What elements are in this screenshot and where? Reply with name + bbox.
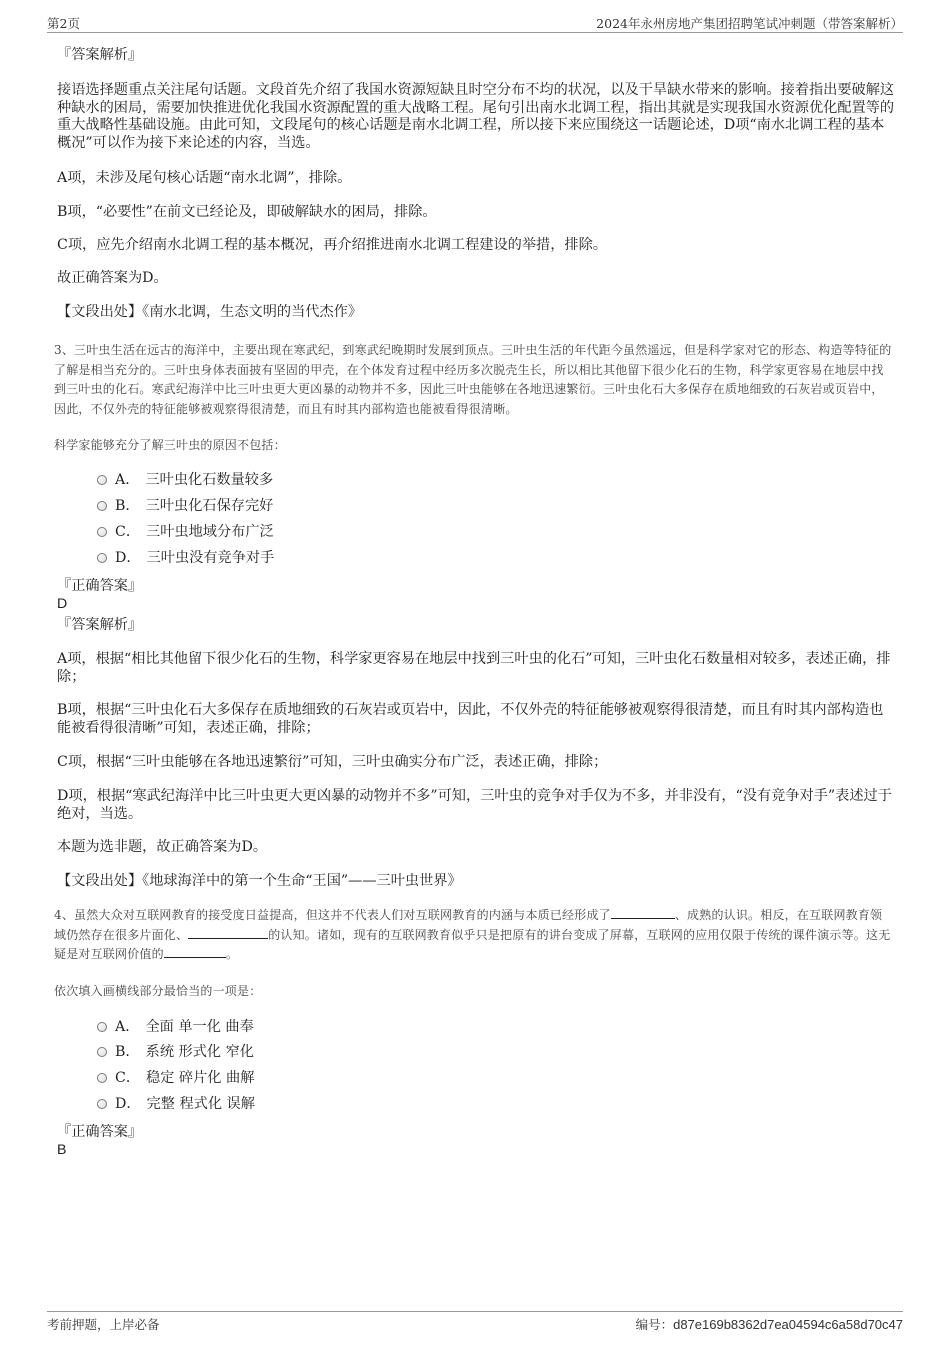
q2-point-a: A项，未涉及尾句核心话题“南水北调”，排除。: [57, 170, 352, 186]
page-footer: [47, 1311, 903, 1332]
q3-source: 【文段出处】《地球海洋中的第一个生命“王国”——三叶虫世界》: [57, 873, 462, 889]
radio-icon[interactable]: [97, 527, 107, 537]
q2-point-c: C项，应先介绍南水北调工程的基本概况，再介绍推进南水北调工程建设的举措，排除。: [57, 237, 607, 253]
q3-answer-label: 『正确答案』: [57, 578, 143, 594]
q3-option-c[interactable]: C． 三叶虫地域分布广泛: [97, 523, 274, 541]
q3-analysis-label: 『答案解析』: [57, 617, 143, 633]
page-number: 第2页: [47, 16, 80, 31]
q2-analysis-label: 『答案解析』: [57, 47, 143, 63]
footer-code: 编号：d87e169b8362d7ea04594c6a58d70c47: [635, 1317, 903, 1332]
q3-option-a[interactable]: A． 三叶虫化石数量较多: [97, 471, 273, 489]
blank-1: [611, 907, 675, 919]
radio-icon[interactable]: [97, 1022, 107, 1032]
q2-conclusion: 故正确答案为D。: [57, 270, 168, 286]
q3-point-d: D项，根据“寒武纪海洋中比三叶虫更大更凶暴的动物并不多”可知，三叶虫的竞争对手仅为不多，并非没有，“没有竞争对手”表述过于绝对，当选。: [57, 788, 892, 822]
q4-option-c[interactable]: C． 稳定 碎片化 曲解: [97, 1069, 254, 1087]
q4-stem: 4、虽然大众对互联网教育的接受度日益提高，但这并不代表人们对互联网教育的内涵与本质已经形成了 、成熟的认识。相反，在互联网教育领域仍然存在很多片面化、 的认知。诸如，现有的互联网教育似乎只是把原有的讲台变成了屏幕，互联网的应用仅限于传统的课件演示等。这无疑是对互联网价值的 。: [54, 908, 891, 961]
q2-point-b: B项，“必要性”在前文已经论及，即破解缺水的困局，排除。: [57, 204, 437, 220]
q3-conclusion: 本题为选非题，故正确答案为D。: [57, 839, 268, 855]
q3-point-a: A项，根据“相比其他留下很少化石的生物，科学家更容易在地层中找到三叶虫的化石”可知，三叶虫化石数量相对较多，表述正确，排除；: [57, 651, 891, 685]
q2-source: 【文段出处】《南水北调，生态文明的当代杰作》: [57, 304, 363, 320]
q4-option-a[interactable]: A． 全面 单一化 曲奉: [97, 1018, 254, 1036]
q4-option-d[interactable]: D． 完整 程式化 误解: [97, 1095, 255, 1113]
radio-icon[interactable]: [97, 501, 107, 511]
blank-3: [164, 946, 226, 958]
q4-answer: B: [57, 1142, 67, 1158]
q3-stem: 3、三叶虫生活在远古的海洋中，主要出现在寒武纪，到寒武纪晚期时发展到顶点。三叶虫生活的年代距今虽然遥远，但是科学家对它的形态、构造等特征的了解是相当充分的。三叶虫身体表面披有坚固的甲壳，在个体发育过程中经历多次脱壳生长，所以相比其他留下很少化石的生物，科学家更容易在地层中找到三叶虫的化石。寒武纪海洋中比三叶虫更大更凶暴的动物并不多，因此三叶虫能够在各地迅速繁衍。三叶虫化石大多保存在质地细致的石灰岩或页岩中，因此，不仅外壳的特征能够被观察得很清楚，而且有时其内部构造也能被看得很清晰。: [54, 343, 892, 416]
page-header: [47, 14, 903, 33]
radio-icon[interactable]: [97, 475, 107, 485]
q3-point-b: B项，根据“三叶虫化石大多保存在质地细致的石灰岩或页岩中，因此，不仅外壳的特征能够被观察得很清楚，而且有时其内部构造也能被看得很清晰”可知，表述正确，排除；: [57, 702, 884, 736]
q2-analysis-text: 接语选择题重点关注尾句话题。文段首先介绍了我国水资源短缺且时空分布不均的状况，以及干旱缺水带来的影响。接着指出要破解这种缺水的困局，需要加快推进优化我国水资源配置的重大战略工程。尾句引出南水北调工程，指出其就是实现我国水资源优化配置等的重大战略性基础设施。由此可知，文段尾句的核心话题是南水北调工程，所以接下来应围绕这一话题论述，D项“南水北调工程的基本概况”可以作为接下来论述的内容，当选。: [57, 82, 895, 151]
radio-icon[interactable]: [97, 1099, 107, 1109]
blank-2: [188, 927, 268, 939]
radio-icon[interactable]: [97, 1047, 107, 1057]
q3-option-d[interactable]: D． 三叶虫没有竞争对手: [97, 549, 274, 567]
q3-option-b[interactable]: B． 三叶虫化石保存完好: [97, 497, 273, 515]
footer-slogan: 考前押题，上岸必备: [47, 1317, 160, 1332]
q3-answer: D: [57, 596, 68, 612]
radio-icon[interactable]: [97, 553, 107, 563]
q4-answer-label: 『正确答案』: [57, 1124, 143, 1140]
q3-question: 科学家能够充分了解三叶虫的原因不包括：: [54, 438, 286, 452]
q4-option-b[interactable]: B． 系统 形式化 窄化: [97, 1043, 254, 1061]
document-title: 2024年永州房地产集团招聘笔试冲刺题（带答案解析）: [596, 16, 903, 31]
q3-point-c: C项，根据“三叶虫能够在各地迅速繁衍”可知，三叶虫确实分布广泛，表述正确，排除；: [57, 754, 608, 770]
q4-question: 依次填入画横线部分最恰当的一项是：: [54, 984, 262, 998]
radio-icon[interactable]: [97, 1073, 107, 1083]
